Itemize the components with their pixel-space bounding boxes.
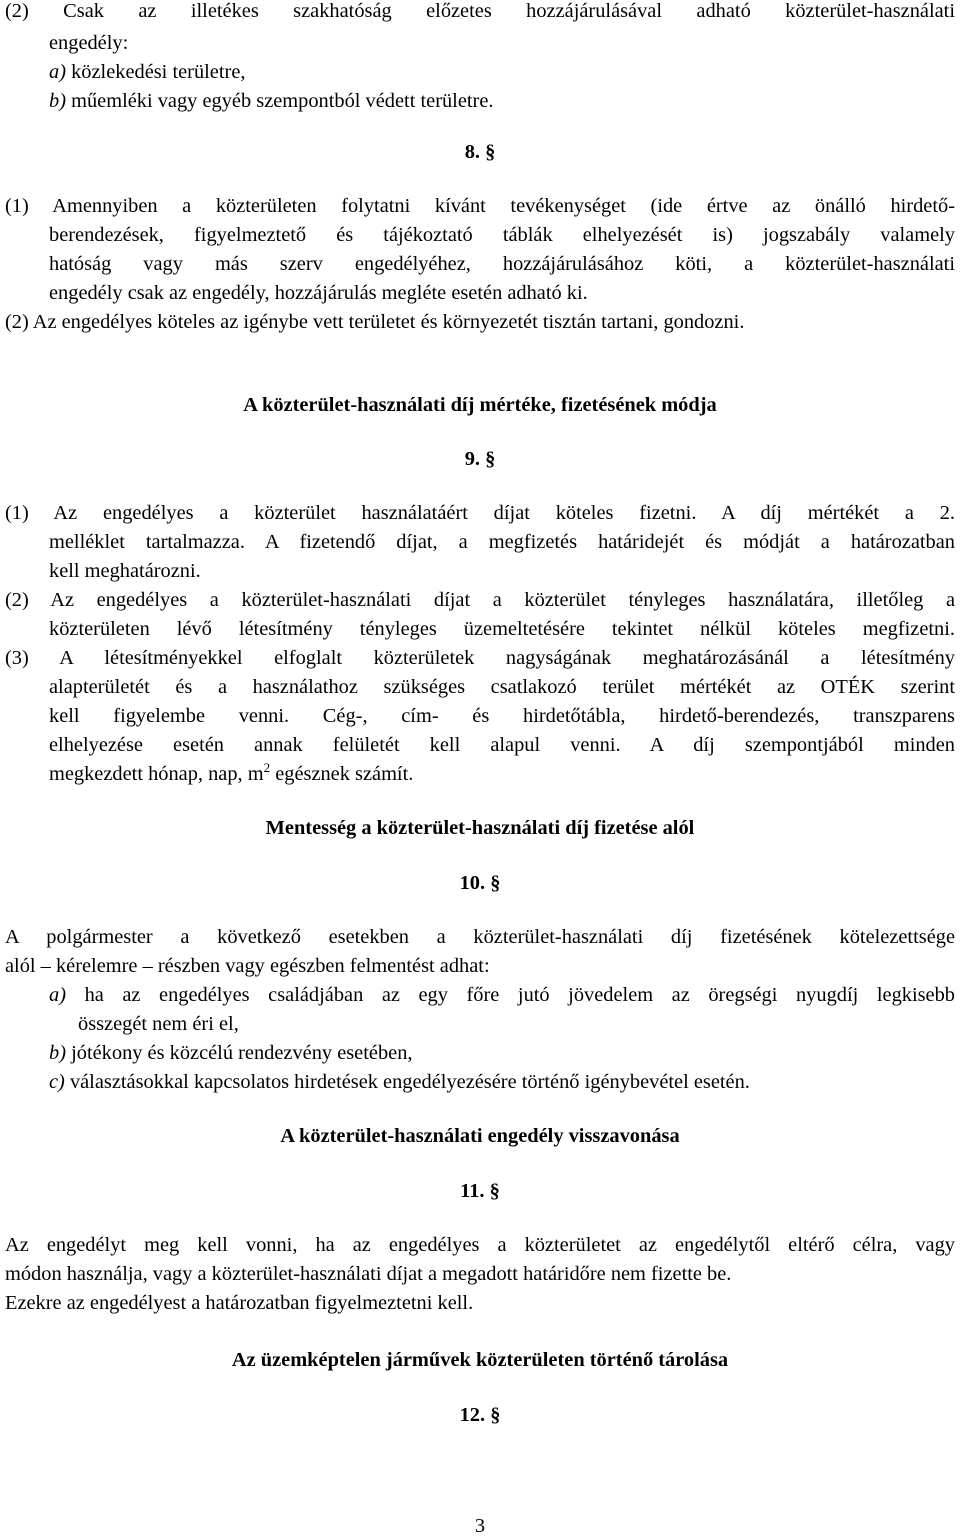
- sec11-line1: Az engedélyt meg kell vonni, ha az engedélyes a közterületet az engedélytől eltérő célra, vagy: [5, 1234, 955, 1256]
- item-label: c): [49, 1071, 65, 1093]
- item-text: műemléki vagy egyéb szempontból védett területre.: [66, 90, 494, 112]
- sec9-p2-line2: közterületen lévő létesítmény tényleges üzemeltetésére tekintet nélkül köteles megfizetni.: [49, 618, 955, 640]
- sec9-p3-line3: kell figyelembe venni. Cég-, cím- és hirdetőtábla, hirdető-berendezés, transzparens: [49, 705, 955, 727]
- sec9-p3-line2: alapterületét és a használathoz szükséges csatlakozó terület mértékét az OTÉK szerint: [49, 676, 955, 698]
- heading-revoke: A közterület-használati engedély visszavonása: [280, 1125, 680, 1147]
- sec7-p2-line1: (2) Csak az illetékes szakhatóság előzetes hozzájárulásával adható közterület-használati: [5, 0, 955, 22]
- section-11-number: 11. §: [460, 1180, 500, 1202]
- text: egésznek számít.: [270, 763, 414, 785]
- sec8-p1-line1: (1) Amennyiben a közterületen folytatni kívánt tevékenységet (ide értve az önálló hirdető-: [5, 195, 955, 217]
- sec7-item-a: [49, 62, 245, 82]
- section-8-number: 8. §: [464, 141, 496, 163]
- heading-fee: A közterület-használati díj mértéke, fizetésének módja: [243, 394, 717, 416]
- item-label: b): [49, 90, 66, 112]
- sec11-line2: módon használja, vagy a közterület-használati díjat a megadott határidőre nem fizette be.: [5, 1263, 732, 1285]
- item-label: a): [49, 61, 66, 83]
- sec10-item-c: [49, 1072, 750, 1092]
- sec9-p3-line1: (3) A létesítményekkel elfoglalt közterületek nagyságának meghatározásánál a létesítmény: [5, 647, 955, 669]
- sec8-p1-line2: berendezések, figyelmeztető és tájékoztató táblák elhelyezését is) jogszabály valamely: [49, 224, 955, 246]
- sec7-p2-line2: engedély:: [49, 32, 129, 54]
- sec9-p1-line3: kell meghatározni.: [49, 560, 201, 582]
- section-9-number: 9. §: [464, 448, 496, 470]
- section-12-number: 12. §: [459, 1404, 501, 1426]
- sec9-p2-line1: (2) Az engedélyes a közterület-használati díjat a közterület tényleges használatára, illetőleg a: [5, 589, 955, 611]
- text: megkezdett hónap, nap, m: [49, 763, 264, 785]
- sec9-p1-line2: melléklet tartalmazza. A fizetendő díjat, a megfizetés határidejét és módját a határozatban: [49, 531, 955, 553]
- sec10-intro-line1: A polgármester a következő esetekben a közterület-használati díj fizetésének kötelezettsége: [5, 926, 955, 948]
- item-label: b): [49, 1042, 66, 1064]
- item-label: a): [49, 984, 66, 1006]
- sec10-intro-line2: alól – kérelemre – részben vagy egészben felmentést adhat:: [5, 955, 490, 977]
- sec9-p3-line4: elhelyezése esetén annak felületét kell alapul venni. A díj szempontjából minden: [49, 734, 955, 756]
- item-text: közlekedési területre,: [66, 61, 246, 83]
- sec11-line3: Ezekre az engedélyest a határozatban figyelmeztetni kell.: [5, 1292, 474, 1314]
- sec10-item-a-line1: [49, 985, 955, 1005]
- sec10-item-a-line2: összegét nem éri el,: [78, 1013, 239, 1035]
- item-text: ha az engedélyes családjában az egy főre jutó jövedelem az öregségi nyugdíj legkisebb: [66, 984, 955, 1006]
- superscript: 2: [263, 760, 271, 775]
- sec10-item-b: [49, 1043, 413, 1063]
- item-text: jótékony és közcélú rendezvény esetében,: [66, 1042, 413, 1064]
- sec8-p1-line4: engedély csak az engedély, hozzájárulás megléte esetén adható ki.: [49, 282, 588, 304]
- sec9-p3-line5: [49, 760, 414, 785]
- sec9-p1-line1: (1) Az engedélyes a közterület használatáért díjat köteles fizetni. A díj mértékét a 2.: [5, 502, 955, 524]
- item-text: választásokkal kapcsolatos hirdetések engedélyezésére történő igénybevétel esetén.: [64, 1071, 750, 1093]
- sec7-item-b: [49, 91, 494, 111]
- section-10-number: 10. §: [459, 872, 501, 894]
- heading-vehicles: Az üzemképtelen járművek közterületen történő tárolása: [231, 1349, 729, 1371]
- sec8-p1-line3: hatóság vagy más szerv engedélyéhez, hozzájárulásához köti, a közterület-használati: [49, 253, 955, 275]
- heading-exempt: Mentesség a közterület-használati díj fizetése alól: [265, 817, 695, 839]
- page-number: 3: [474, 1515, 486, 1537]
- sec8-p2: (2) Az engedélyes köteles az igénybe vett területet és környezetét tisztán tartani, gondozni.: [5, 311, 745, 333]
